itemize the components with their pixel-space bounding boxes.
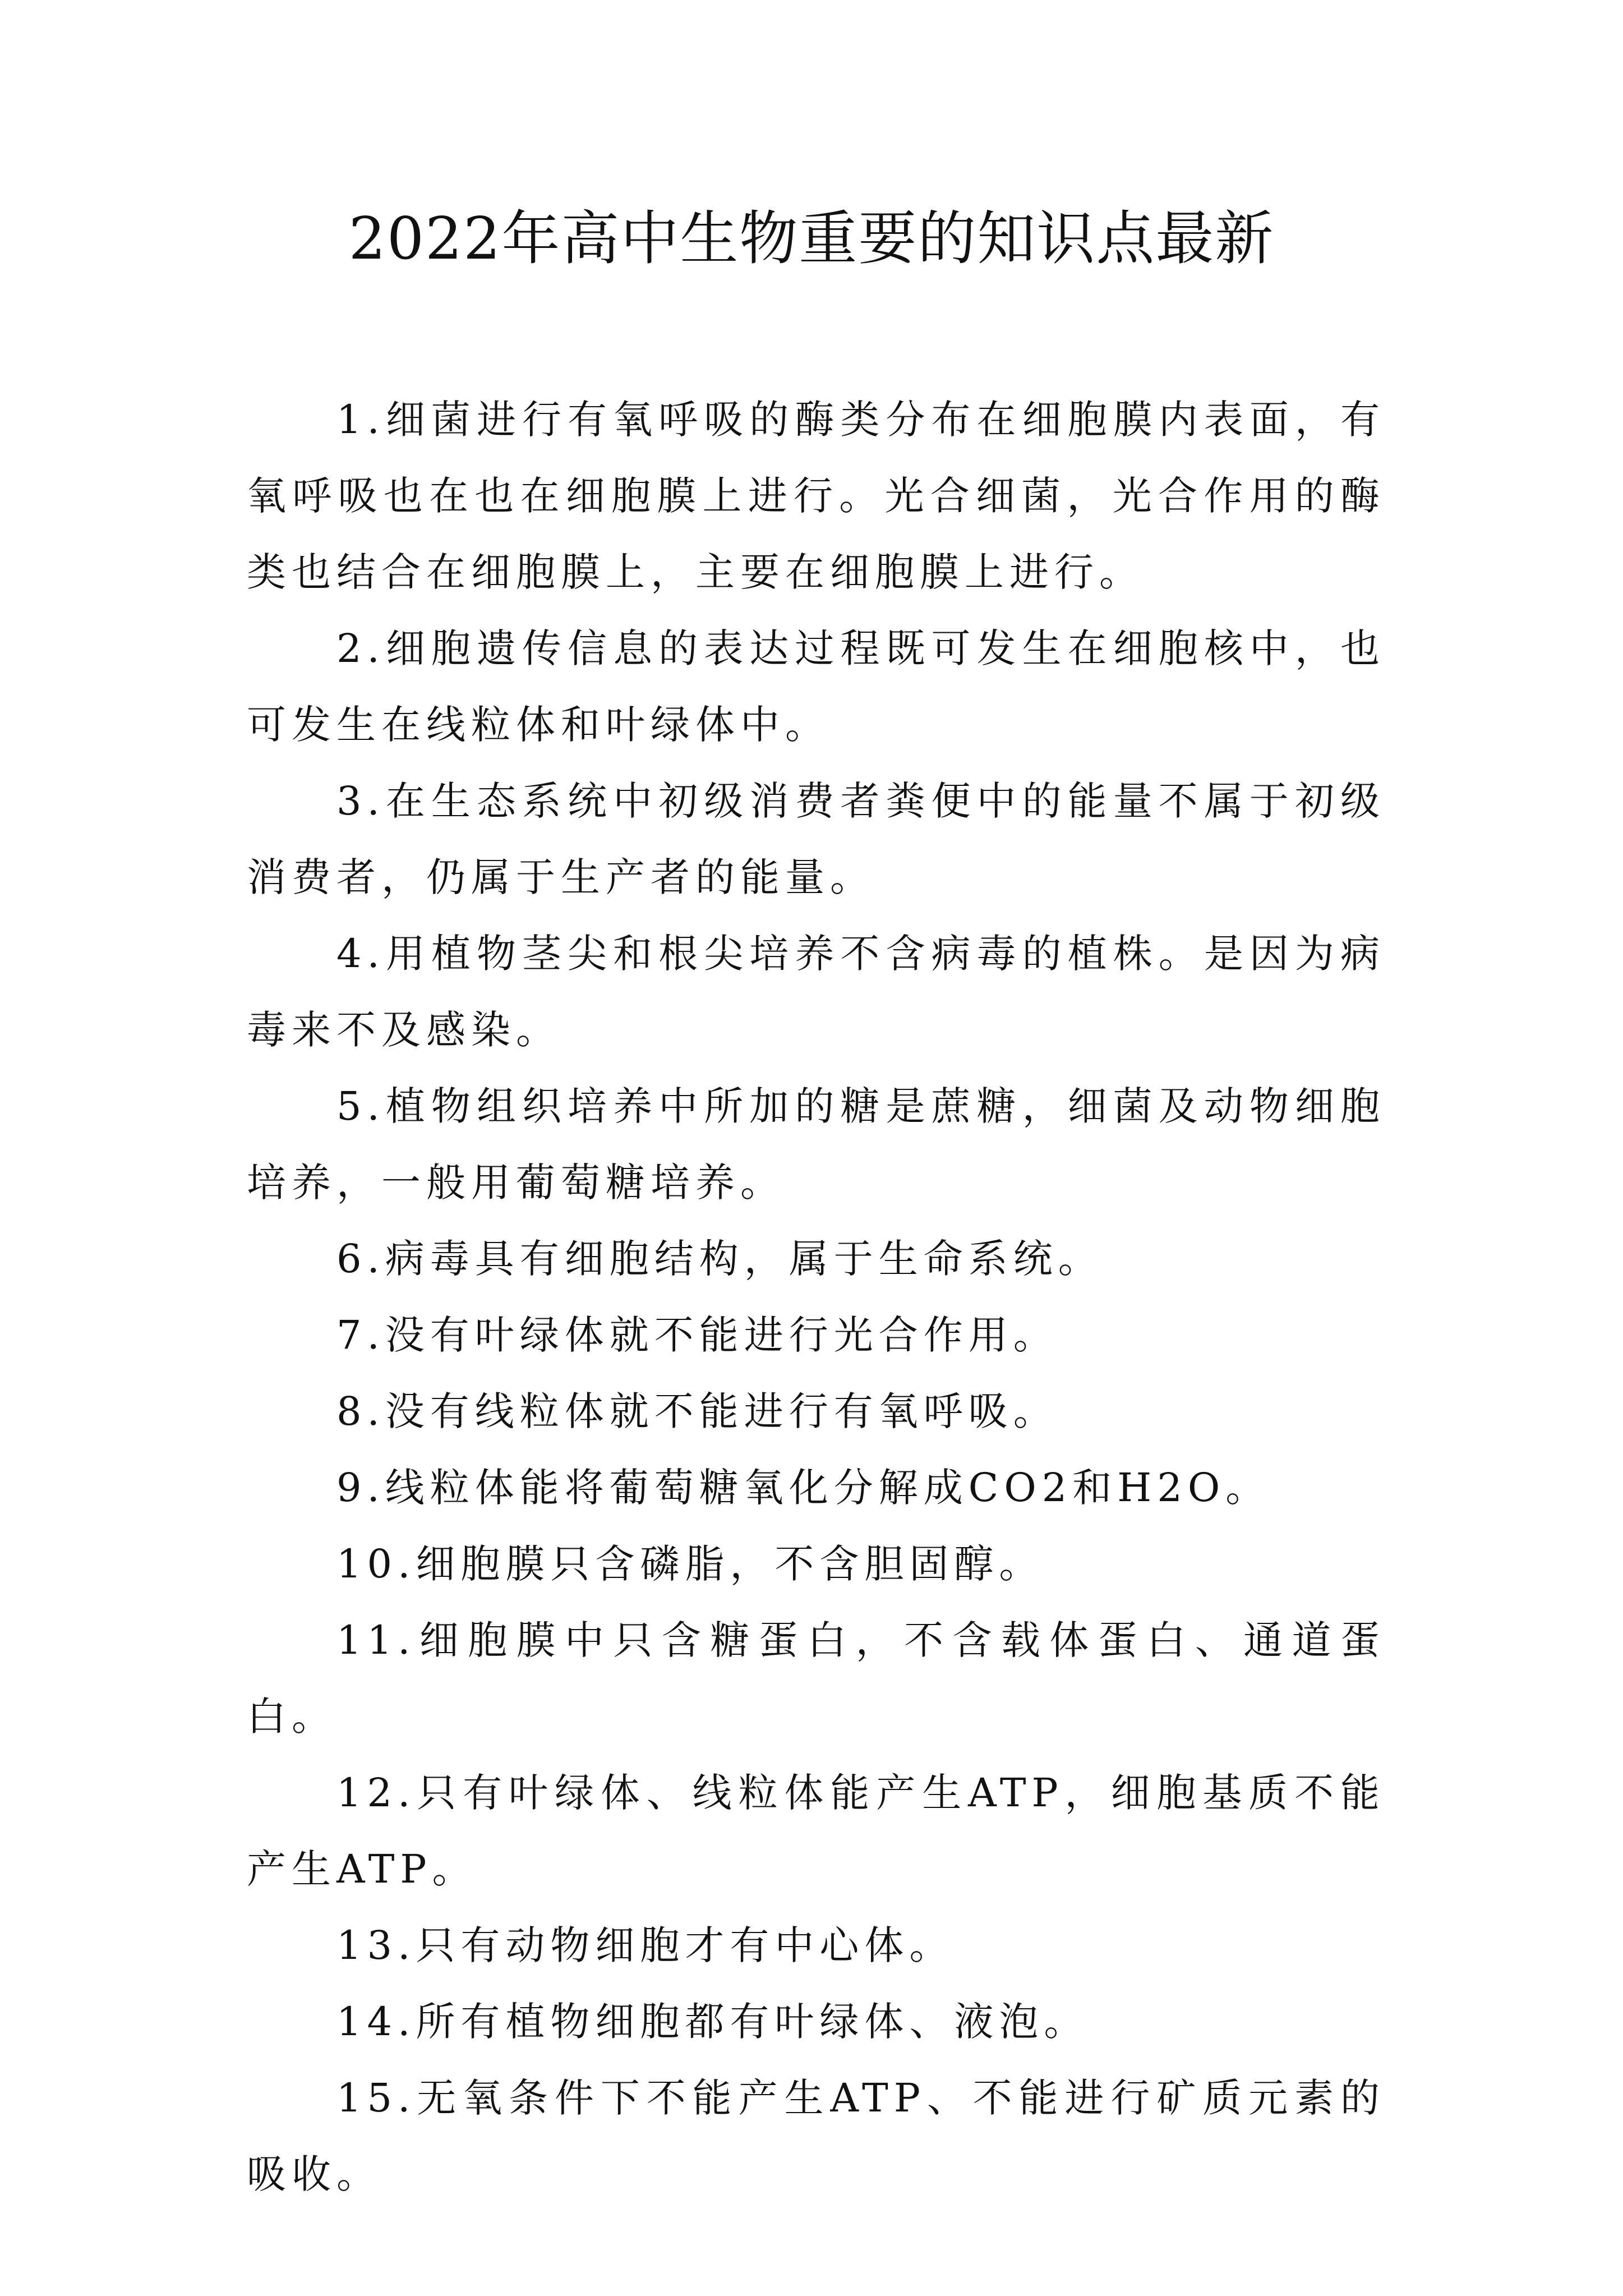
paragraph-14: 14.所有植物细胞都有叶绿体、液泡。 <box>336 1999 1089 2045</box>
paragraph-12: 12.只有叶绿体、线粒体能产生ATP，细胞基质不能产生ATP。 <box>247 1770 1385 1892</box>
paragraph-1: 1.细菌进行有氧呼吸的酶类分布在细胞膜内表面，有氧呼吸也在也在细胞膜上进行。光合细菌，光合作用的酶类也结合在细胞膜上，主要在细胞膜上进行。 <box>247 397 1385 595</box>
paragraph-5: 5.植物组织培养中所加的糖是蔗糖，细菌及动物细胞培养，一般用葡萄糖培养。 <box>247 1083 1385 1205</box>
paragraph-3: 3.在生态系统中初级消费者粪便中的能量不属于初级消费者，仍属于生产者的能量。 <box>247 778 1385 900</box>
paragraph-7: 7.没有叶绿体就不能进行光合作用。 <box>336 1312 1058 1358</box>
paragraph-2: 2.细胞遗传信息的表达过程既可发生在细胞核中，也可发生在线粒体和叶绿体中。 <box>247 625 1385 748</box>
paragraph-6: 6.病毒具有细胞结构，属于生命系统。 <box>336 1236 1103 1282</box>
paragraph-15: 15.无氧条件下不能产生ATP、不能进行矿质元素的吸收。 <box>247 2075 1385 2197</box>
document-title: 2022年高中生物重要的知识点最新 <box>348 204 1275 273</box>
paragraph-11: 11.细胞膜中只含糖蛋白，不含载体蛋白、通道蛋白。 <box>247 1617 1385 1740</box>
paragraph-4: 4.用植物茎尖和根尖培养不含病毒的植株。是因为病毒来不及感染。 <box>247 931 1385 1053</box>
paragraph-9: 9.线粒体能将葡萄糖氧化分解成CO2和H2O。 <box>336 1465 1271 1511</box>
document-body <box>247 381 1385 2212</box>
paragraph-13: 13.只有动物细胞才有中心体。 <box>336 1922 955 1968</box>
paragraph-10: 10.细胞膜只含磷脂，不含胆固醇。 <box>336 1541 1044 1587</box>
paragraph-8: 8.没有线粒体就不能进行有氧呼吸。 <box>336 1388 1058 1434</box>
